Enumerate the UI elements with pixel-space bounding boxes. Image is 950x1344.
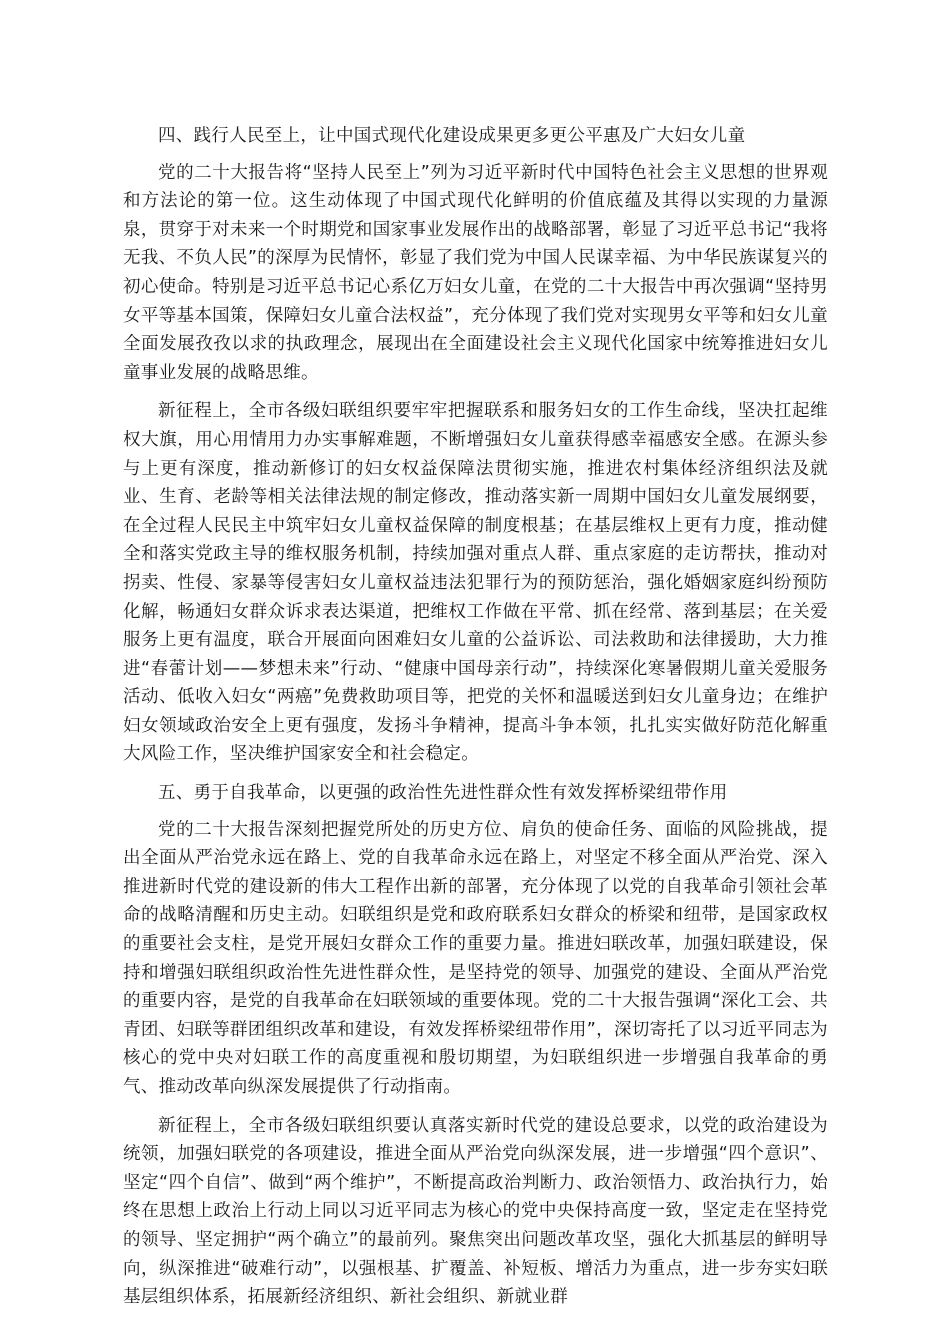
section-4-paragraph-2: 新征程上，全市各级妇联组织要牢牢把握联系和服务妇女的工作生命线，坚决扛起维权大旗，用心用情用力办实事解难题，不断增强妇女儿童获得感幸福感安全感。在源头参与上更有深度，推动新修订的妇女权益保障法贯彻实施，推进农村集体经济组织法及就业、生育、老龄等相关法律法规的制定修改，推动落实新一周期中国妇女儿童发展纲要，在全过程人民民主中筑牢妇女儿童权益保障的制度根基；在基层维权上更有力度，推动健全和落实党政主导的维权服务机制，持续加强对重点人群、重点家庭的走访帮扶，推动对拐卖、性侵、家暴等侵害妇女儿童权益违法犯罪行为的预防惩治，强化婚姻家庭纠纷预防化解，畅通妇女群众诉求表达渠道，把维权工作做在平常、抓在经常、落到基层；在关爱服务上更有温度，联合开展面向困难妇女儿童的公益诉讼、司法救助和法律援助，大力推进“春蕾计划——梦想未来”行动、“健康中国母亲行动”，持续深化寒暑假期儿童关爱服务活动、低收入妇女“两癌”免费救助项目等，把党的关怀和温暖送到妇女儿童身边；在维护妇女领域政治安全上更有强度，发扬斗争精神，提高斗争本领，扎扎实实做好防范化解重大风险工作，坚决维护国家安全和社会稳定。 <box>123 401 828 765</box>
section-4-heading: 四、践行人民至上，让中国式现代化建设成果更多更公平惠及广大妇女儿童 <box>158 126 746 146</box>
section-5-paragraph-1: 党的二十大报告深刻把握党所处的历史方位、肩负的使命任务、面临的风险挑战，提出全面从严治党永远在路上、党的自我革命永远在路上，对坚定不移全面从严治党、深入推进新时代党的建设新的伟大工程作出新的部署，充分体现了以党的自我革命引领社会革命的战略清醒和历史主动。妇联组织是党和政府联系妇女群众的桥梁和纽带，是国家政权的重要社会支柱，是党开展妇女群众工作的重要力量。推进妇联改革，加强妇联建设，保持和增强妇联组织政治性先进性群众性，是坚持党的领导、加强党的建设、全面从严治党的重要内容，是党的自我革命在妇联领域的重要体现。党的二十大报告强调“深化工会、共青团、妇联等群团组织改革和建设，有效发挥桥梁纽带作用”，深切寄托了以习近平同志为核心的党中央对妇联工作的高度重视和殷切期望，为妇联组织进一步增强自我革命的勇气、推动改革向纵深发展提供了行动指南。 <box>123 819 828 1097</box>
section-4-paragraph-1: 党的二十大报告将“坚持人民至上”列为习近平新时代中国特色社会主义思想的世界观和方法论的第一位。这生动体现了中国式现代化鲜明的价值底蕴及其得以实现的力量源泉，贯穿于对未来一个时期党和国家事业发展作出的战略部署，彰显了习近平总书记“我将无我、不负人民”的深厚为民情怀，彰显了我们党为中国人民谋幸福、为中华民族谋复兴的初心使命。特别是习近平总书记心系亿万妇女儿童，在党的二十大报告中再次强调“坚持男女平等基本国策，保障妇女儿童合法权益”，充分体现了我们党对实现男女平等和妇女儿童全面发展孜孜以求的执政理念，展现出在全面建设社会主义现代化国家中统筹推进妇女儿童事业发展的战略思维。 <box>123 162 828 383</box>
document-page <box>123 122 828 1322</box>
section-5-heading: 五、勇于自我革命，以更强的政治性先进性群众性有效发挥桥梁纽带作用 <box>158 783 728 804</box>
section-5-paragraph-2: 新征程上，全市各级妇联组织要认真落实新时代党的建设总要求，以党的政治建设为统领，加强妇联党的各项建设，推进全面从严治党向纵深发展，进一步增强“四个意识”、坚定“四个自信”、做到“两个维护”，不断提高政治判断力、政治领悟力、政治执行力，始终在思想上政治上行动上同以习近平同志为核心的党中央保持高度一致，坚定走在坚持党的领导、坚定拥护“两个确立”的最前列。聚焦突出问题改革攻坚，强化大抓基层的鲜明导向，纵深推进“破难行动”，以强根基、扩覆盖、补短板、增活力为重点，进一步夯实妇联基层组织体系，拓展新经济组织、新社会组织、新就业群 <box>123 1115 828 1308</box>
